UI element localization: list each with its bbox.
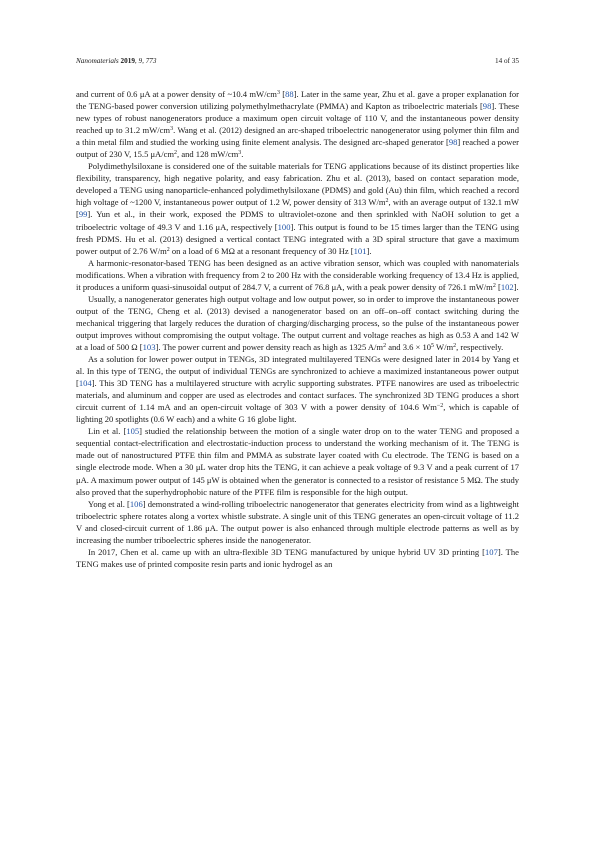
citation-link[interactable]: 88 — [285, 89, 294, 99]
paragraph: Lin et al. [105] studied the relationship between the motion of a single water drop on to the water TENG and proposed a sequential contact-electrification and electrostatic-induction process to understand the working mechanism of it. The TENG is made out of nanostructured PTFE thin film and PMMA as substrate layer coated with Cu electrode. The TENG is based on a single electrode mode. When a 30 μL water drop hits the TENG, it can achieve a peak voltage of 9.3 V and a peak current of 17 μA. A maximum power output of 145 μW is obtained when the generator is connected to a resistor of resistance 5 MΩ. The study also proved that the superhydrophobic nature of the PTFE film is responsible for the high output. — [76, 426, 519, 497]
journal-citation — [76, 57, 156, 65]
journal-name: Nanomaterials — [76, 57, 119, 65]
page-number: 14 of 35 — [495, 57, 519, 65]
citation-link[interactable]: 98 — [482, 101, 492, 112]
article-body — [76, 88, 519, 570]
paragraph: In 2017, Chen et al. came up with an ultra-flexible 3D TENG manufactured by unique hybrid UV 3D printing [107]. The TENG makes use of printed composite resin parts and ionic hydrogel as an — [76, 546, 519, 569]
paragraph: Yong et al. [106] demonstrated a wind-rolling triboelectric nanogenerator that generates electricity from wind as a lightweight triboelectric sphere rotates along a vortex whistle substrate. A single unit of this TENG generates an open-circuit voltage of 11.2 V and closed-circuit current of 1.86 μA. The output power is also enhanced through multiple electrode patterns as well as by increasing the number triboelectric spheres inside the nanogenerator. — [76, 498, 519, 545]
citation-link[interactable]: 105 — [126, 426, 140, 437]
journal-volume: , 9, 773 — [134, 57, 157, 65]
citation-link[interactable]: 99 — [78, 209, 88, 220]
paragraph: Usually, a nanogenerator generates high output voltage and low output power, so in order to improve the instantaneous power output of the TENG, Cheng et al. (2013) devised a nanogenerator based on an off–on–off contact switching during the mechanical triggering that largely reduces the duration of charging/discharging process, so the pulse of the instantaneous power output improves without compromising the output voltage. The output current and voltage reaches as high as 0.53 A and 142 W at a load of 500 Ω [103]. The power current and power density reach as high as 1325 $A/m^2$ and $3.6 \times 10^5$ $W/m^2$, respectively. — [76, 293, 519, 352]
page-header — [76, 57, 519, 65]
citation-link[interactable]: 102 — [500, 281, 514, 292]
paragraph: and current of 0.6 μA at a power density of ~10.4 $mW/cm^3$ [88]. Later in the same year, Zhu et al. gave a proper explanation for the TENG-based power conversion utilizing polymethylmethacrylate (PMMA) and Kapton as triboelectric materials [98]. These new types of robust nanogenerators produce a maximum open circuit voltage of 110 V, and the instantaneous power density reached up to 31.2 $mW/cm^3$. Wang et al. (2012) designed an arc-shaped triboelectric nanogenerator using polymer thin film and a thin metal film and studied the working using finite element analysis. The designed arc-shaped generator [98] reached a power output of 230 V, 15.5 $\mu A/cm^2$, and 128 $mW/cm^3$. — [76, 89, 520, 160]
citation-link[interactable]: 98 — [448, 137, 458, 148]
citation-link[interactable]: 100 — [277, 221, 291, 232]
citation-link[interactable]: 107 — [485, 546, 498, 557]
paragraph: As a solution for lower power output in TENGs, 3D integrated multilayered TENGs were designed later in 2014 by Yang et al. In this type of TENG, the output of individual TENGs are synchronized to achieve a maximized instantaneous power output [104]. This 3D TENG has a multilayered structure with acrylic supporting substrates. PTFE nanowires are used as triboelectric materials, and aluminum and copper are used as electrodes and contact surfaces. The synchronized 3D TENG produces a short circuit current of 1.14 mA and an open-circuit voltage of 303 V with a power density of 104.6 $Wm^{-2}$, which is capable of lighting 20 spotlights (0.6 W each) and a white G 16 globe light. — [76, 354, 519, 425]
citation-link[interactable]: 101 — [353, 245, 367, 256]
journal-year: 2019 — [120, 57, 135, 65]
citation-link[interactable]: 104 — [78, 378, 92, 389]
paragraph: Polydimethylsiloxane is considered one of the suitable materials for TENG applications because of its distinct properties like flexibility, transparency, high negative polarity, and easy fabrication. Zhu et al. (2013), based on contact separation mode, developed a TENG using nanoparticle-enhanced polydimethylsiloxane (PDMS) and gold (Au) thin film, which reached a record high voltage of ~1200 V, instantaneous power output of 1.2 W, power density of 313 $W/m^2$, with an average output of 132.1 mW [99]. Yun et al., in their work, exposed the PDMS to ultraviolet-ozone and then sprinkled with NaOH solution to get a triboelectric voltage of 49.3 V and 1.16 μA, respectively [100]. This output is found to be 15 times larger than the TENG using fresh PDMS. Hu et al. (2013) designed a vertical contact TENG integrated with a 3D spiral structure that gave a maximum power output of 2.76 $W/m^2$ on a load of 6 MΩ at a resonant frequency of 30 Hz [101]. — [76, 161, 519, 256]
citation-link[interactable]: 103 — [142, 341, 156, 352]
paragraph: A harmonic-resonator-based TENG has been designed as an active vibration sensor, which was coupled with nanomaterials modifications. When a vibration with frequency from 2 to 200 Hz with the considerable working frequency of 13.4 Hz is applied, it produces a uniform quasi-sinusoidal output of 284.7 V, a current of 76.8 μA, with a peak power density of 726.1 $mW/m^2$ [102]. — [76, 257, 519, 292]
citation-link[interactable]: 106 — [129, 498, 143, 509]
